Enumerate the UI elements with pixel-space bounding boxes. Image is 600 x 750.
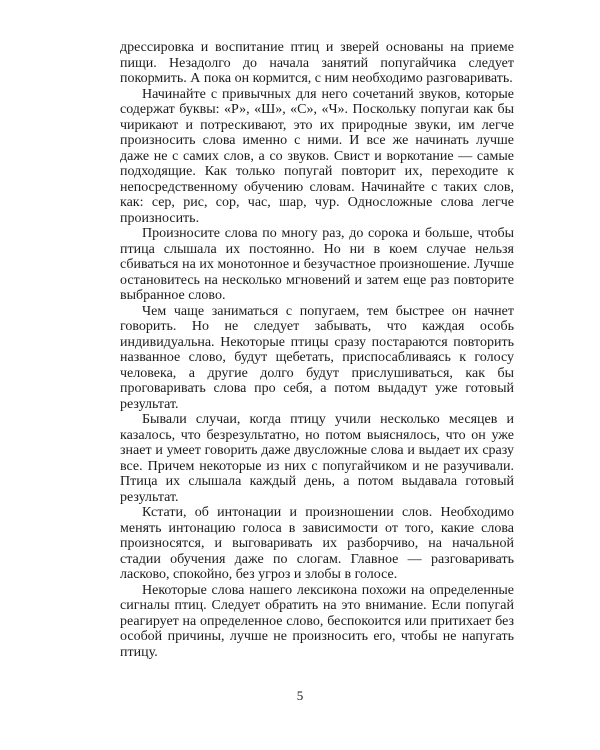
paragraph-3: Произносите слова по многу раз, до сорока и больше, чтобы птица слышала их постоянно. Но ни в коем случае нельзя сбиваться на их монотонное и безучастное произношение. Лучше остановитесь на несколько мгновений и затем еще раз повторите выбранное слово.: [120, 226, 514, 303]
paragraph-5: Бывали случаи, когда птицу учили несколько месяцев и казалось, что безрезультатно, но потом выяснялось, что он уже знает и умеет говорить даже двусложные слова и выдает их сразу все. Причем некоторые из них с попугайчиком и не разучивали. Птица их слышала каждый день, а потом выдавала готовый результат.: [120, 412, 514, 505]
paragraph-4: Чем чаще заниматься с попугаем, тем быстрее он начнет говорить. Но не следует забывать, что каждая особь индивидуальна. Некоторые птицы сразу постараются повторить названное слово, будут щебетать, приспосабливаясь к голосу человека, а другие долго будут прислушиваться, как бы проговаривать слова про себя, а потом выдадут уже готовый результат.: [120, 303, 514, 412]
page-number: 5: [296, 688, 304, 703]
paragraph-7: Некоторые слова нашего лексикона похожи на определенные сигналы птиц. Следует обратить на это внимание. Если попугай реагирует на определенное слово, беспокоится или притихает без особой причины, лучше не произносить его, чтобы не напугать птицу.: [120, 582, 514, 660]
paragraph-1: дрессировка и воспитание птиц и зверей основаны на приеме пищи. Незадолго до начала занятий попугайчика следует покормить. А пока он кормится, с ним необходимо разговаривать.: [120, 40, 514, 86]
paragraph-6: Кстати, об интонации и произношении слов. Необходимо менять интонацию голоса в зависимости от того, какие слова произносятся, и выговаривать их разборчиво, на начальной стадии обучения даже по слогам. Главное — разговаривать ласково, спокойно, без угроз и злобы в голосе.: [120, 505, 514, 582]
body-text: [120, 40, 514, 660]
paragraph-2: Начинайте с привычных для него сочетаний звуков, которые содержат буквы: «Р», «Ш», «С», «Ч». Поскольку попугаи как бы чирикают и потрескивают, это их природные звуки, им легче произносить слова именно с ними. И все же начинать лучше даже не с самих слов, а со звуков. Свист и воркотание — самые подходящие. Как только попугай повторит их, переходите к непосредственному обучению словам. Начинайте с таких слов, как: сер, рис, сор, час, шар, чур. Односложные слова легче произносить.: [120, 86, 514, 226]
